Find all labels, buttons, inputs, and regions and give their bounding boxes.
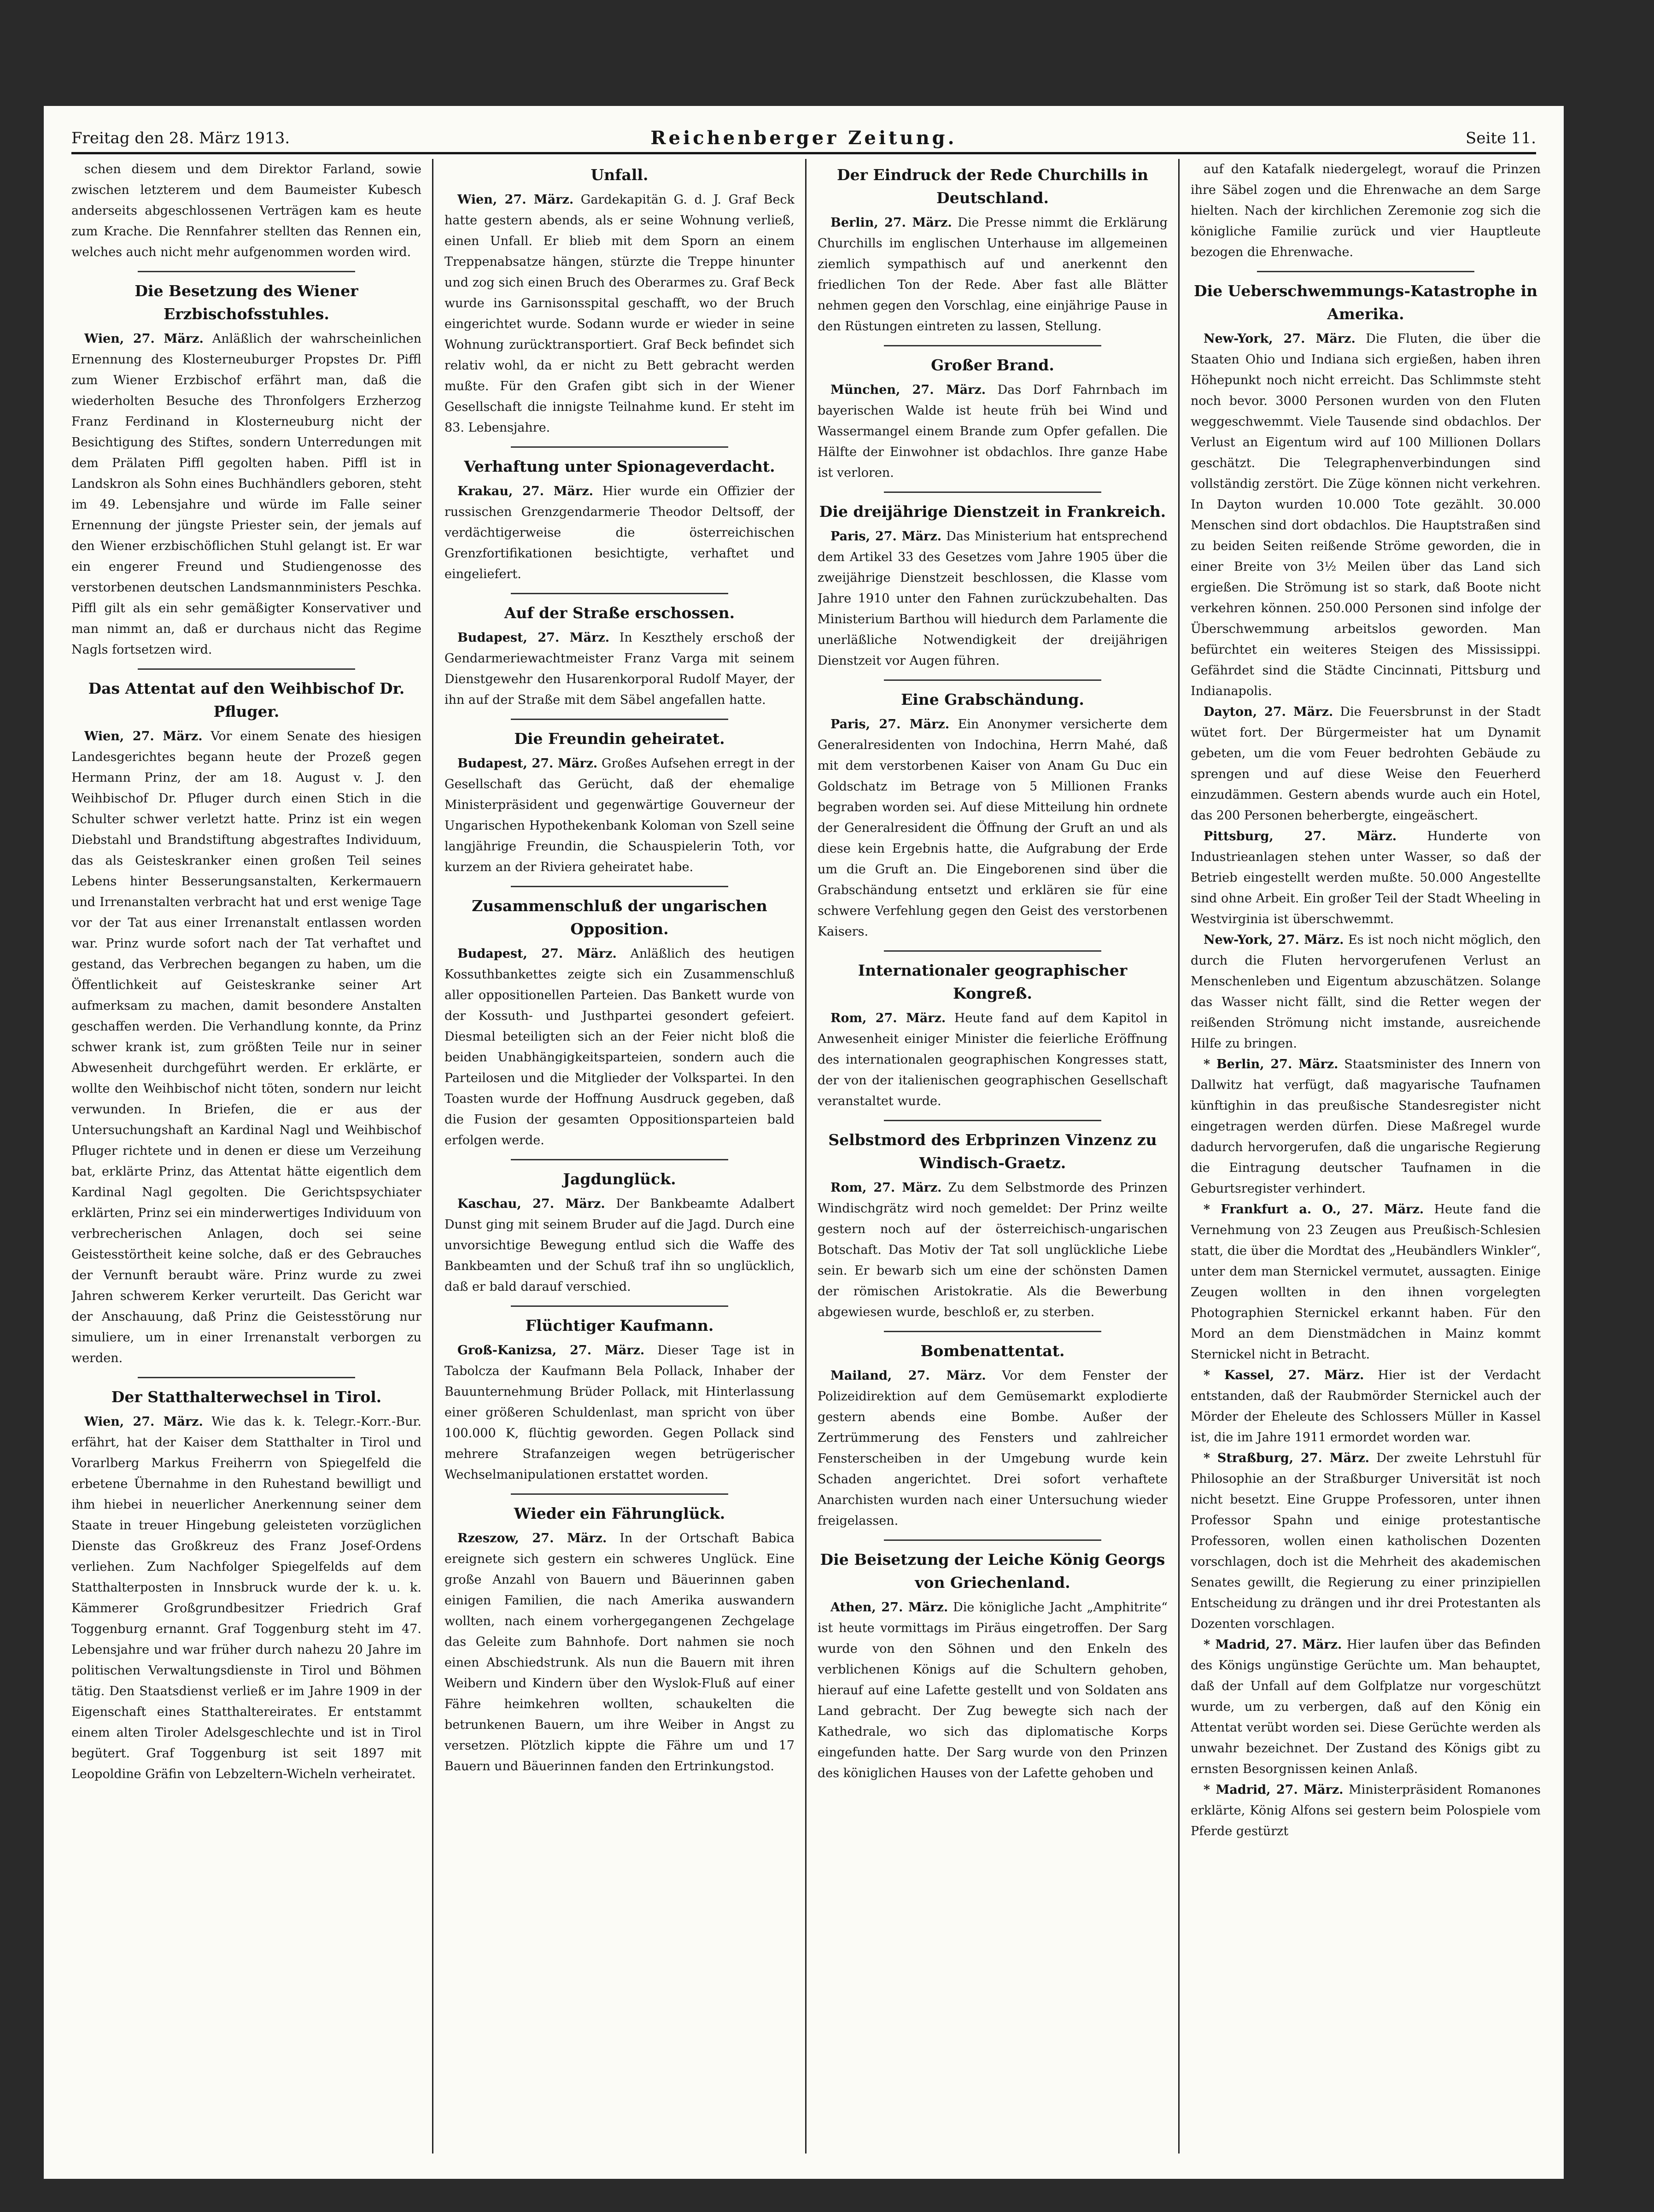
dateline: Rom, 27. März. [830,1011,946,1025]
masthead: Reichenberger Zeitung. [650,127,957,149]
dateline: Dayton, 27. März. [1204,705,1333,719]
article-title: Verhaftung unter Spionageverdacht. [464,457,775,475]
article-text: Hunderte von Industrieanlagen stehen unter Wasser, so daß der Betrieb eingestellt werden mußte. 50.000 Angestellte sind ohne Arbeit. Ein großer Teil der Stadt Wheeling in Westvirginia ist überschwemmt. [1191,829,1541,926]
article-text: Hier ist der Verdacht entstanden, daß der Raubmörder Sternickel auch der Mörder der Eheleute des Schlossers Müller in Kassel ist, die im Jahre 1911 ermordet worden war. [1191,1368,1541,1445]
article [444,593,795,710]
article-separator [138,1377,355,1378]
dateline: Berlin, 27. März. [830,216,952,230]
article-title: Flüchtiger Kaufmann. [525,1317,714,1334]
article-title: Der Eindruck der Rede Churchills in Deutschland. [837,166,1148,207]
article-text: Ein Anonymer versicherte dem Generalresidenten von Indochina, Herrn Mahé, daß mit dem verstorbenen Kaiser von Anam Gu Duc ein Goldschatz im Betrage von 5 Millionen Franks begraben worden sei. Auf diese Mitteilung hin ordnete der Generalresident die Öffnung der Gruft an und als diese kein Ergebnis hatte, die Aufgrabung der Erde um die Gruft an. Die Eingeborenen sind über die Grabschändung entsetzt und erklären sie für eine schwere Verfehlung gegen den Geist des verstorbenen Kaisers. [818,717,1168,939]
dateline: Budapest, 27. März. [457,947,617,961]
article-separator [138,668,355,670]
article-text: Heute fand auf dem Kapitol in Anwesenheit einiger Minister die feierliche Eröffnung des internationalen geographischen Kongresses statt, der von der italienischen geographischen Gesellschaft veranstaltet wurde. [818,1011,1168,1108]
article-text: Es ist noch nicht möglich, den durch die Fluten hervorgerufenen Verlust an Menschenleben und Eigentum abzuschätzen. Solange das Wasser nicht fällt, sind die Retter wegen der reißenden Strömung nicht imstande, ausreichende Hilfe zu bringen. [1191,933,1541,1051]
article-text: Das Ministerium hat entsprechend dem Artikel 33 des Gesetzes vom Jahre 1905 über die zweijährige Dienstzeit beschlossen, die Klasse vom Jahre 1910 unter den Fahnen zurückzubehalten. Das Ministerium Barthou will hiedurch dem Parlamente die unerläßliche Notwendigkeit der dreijährigen Dienstzeit vor Augen führen. [818,529,1168,668]
article-text: Dieser Tage ist in Tabolcza der Kaufmann Bela Pollack, Inhaber der Bauunternehmung Brüder Pollack, mit Hinterlassung einer größeren Schuldenlast, man spricht von über 100.000 K, flüchtig geworden. Gegen Pollack sind mehrere Strafanzeigen wegen betrügerischer Wechselmanipulationen erstattet worden. [444,1343,795,1482]
article-separator [511,1493,728,1495]
article-body [1191,159,1541,263]
column-rule [432,159,433,2153]
article-body [818,1365,1168,1531]
article [1191,826,1541,930]
dateline: * Straßburg, 27. März. [1204,1451,1370,1465]
article-text: In der Ortschaft Babica ereignete sich gestern ein schweres Unglück. Eine große Anzahl von Bauern und Bäuerinnen gaben einigen Familien, die nach Amerika auswandern wollten, nach einem vorhergegangenen Zechgelage das Geleite zum Bahnhofe. Dort nahmen sie noch einen Abschiedstrunk. Als nun die Bauern mit ihren Weibern und Kindern über den Wyslok-Fluß auf einer Fähre heimkehren wollten, schaukelten die betrunkenen Bauern, um ihre Weiber in Angst zu versetzen. Plötzlich kippte die Fähre um und 17 Bauern und Bäuerinnen fanden den Ertrinkungstod. [444,1531,795,1773]
article-text: Die königliche Jacht „Amphitrite“ ist heute vormittags im Piräus eingetroffen. Der Sarg wurde von den Söhnen und den Enkeln des verblichenen Königs auf die Schultern gehoben, hierauf auf eine Lafette gestellt und von Soldaten ans Land gebracht. Der Zug bewegte sich nach der Kathedrale, wo sich das diplomatische Korps eingefunden hatte. Der Sarg wurde von den Prinzen des königlichen Hauses von der Lafette gehoben und [818,1600,1168,1780]
article-text: Heute fand die Vernehmung von 23 Zeugen aus Preußisch-Schlesien statt, die über die Mordtat des „Heubändlers Winkler“, unter dem man Sternickel vermutet, aussagten. Einige Zeugen wollten in den ihnen vorgelegten Photographien Sternickel erkannt haben. Für den Mord an dem Dienstmädchen in Mainz kommt Sternickel nicht in Betracht. [1191,1202,1541,1362]
article-title: Auf der Straße erschossen. [504,604,735,622]
article-title: Die Ueberschwemmungs-Katastrophe in Amerika. [1193,282,1538,323]
article-separator [884,1331,1101,1332]
article-separator [511,1159,728,1160]
article [444,886,795,1151]
article-text: Die Presse nimmt die Erklärung Churchills im englischen Unterhause im allgemeinen ziemlich sympathisch auf und anerkennt den friedlichen Ton der Rede. Aber fast alle Blätter nehmen gegen den Vorschlag, eine einjährige Pause in den Rüstungen eintreten zu lassen, Stellung. [818,216,1168,334]
column-rule [805,159,807,2153]
dateline: Wien, 27. März. [84,332,204,346]
article-text: Anläßlich des heutigen Kossuthbankettes zeigte sich ein Zusammenschluß aller oppositionellen Parteien. Das Bankett wurde von der Kossuth- und Justhpartei gesondert gefeiert. Diesmal beteiligten sich an der Feier nicht bloß die beiden Unabhängigkeitsparteien, sondern auch die Parteilosen und die Mitglieder der Volkspartei. In den Toasten wurde der Hoffnung Ausdruck gegeben, daß die Fusion der gesamten Oppositionsparteien bald erfolgen werde. [444,947,795,1147]
article-separator [511,446,728,448]
article-body [444,1528,795,1777]
article-text: Staatsminister des Innern von Dallwitz hat verfügt, daß magyarische Taufnamen künftighin in das preußische Standesregister nicht eingetragen werden dürfen. Diese Maßregel wurde dadurch hervorgerufen, daß die ungarische Regierung die Eintragung deutscher Taufnamen in die Geburtsregister verhindert. [1191,1057,1541,1196]
article-title: Großer Brand. [931,356,1054,374]
article-body [1191,826,1541,930]
article-title: Wieder ein Fährunglück. [514,1504,725,1522]
article-body [1191,1054,1541,1199]
dateline: Wien, 27. März. [84,729,203,743]
article-text: auf den Katafalk niedergelegt, worauf die Prinzen ihre Säbel zogen und die Ehrenwache an dem Sarge hielten. Nach der kirchlichen Zeremonie zog sich die königliche Familie zurück und vier Hauptleute bezogen die Ehrenwache. [1191,162,1541,259]
article-separator [511,886,728,887]
article-separator [511,593,728,594]
article [444,719,795,878]
article-body [71,1411,421,1785]
article-text: Anläßlich der wahrscheinlichen Ernennung des Klosterneuburger Propstes Dr. Piffl zum Wiener Erzbischof erfährt man, daß die wiederholten Besuche des Thronfolgers Erzherzog Franz Ferdinand in Klosterneuburg nicht der Besichtigung des Stiftes, sondern Unterredungen mit dem Prälaten Piffl gegolten haben. Piffl ist in Landskron als Sohn eines Buchhändlers geboren, steht im 49. Lebensjahre und würde im Falle seiner Ernennung der jüngste Priester sein, der jemals auf den Wiener erzbischöflichen Stuhl gelangt ist. Er war ein engerer Freund und Studiengenosse des verstorbenen deutschen Landsmannministers Peschka. Piffl gilt als ein sehr gemäßigter Konservativer und man nimmt an, daß er durchaus nicht das Regime Nagls fortsetzen wird. [71,332,421,657]
article-body [1191,328,1541,702]
dateline: Kaschau, 27. März. [457,1197,605,1211]
article [71,159,421,263]
article-text: Hier wurde ein Offizier der russischen Grenzgendarmerie Theodor Deltsoff, der verdächtigerweise die österreichischen Grenzfortifikationen besichtigte, verhaftet und eingeliefert. [444,484,795,581]
article-title: Die dreijährige Dienstzeit in Frankreich. [819,503,1166,521]
article-separator [884,1539,1101,1541]
article-body [818,714,1168,942]
article-separator [884,492,1101,493]
article [1191,1054,1541,1199]
article-text: Vor einem Senate des hiesigen Landesgerichtes begann heute der Prozeß gegen Hermann Prinz, der am 18. August v. J. den Weihbischof Dr. Pfluger durch einen Stich in die Schulter schwer verletzt hatte. Prinz ist ein wegen Diebstahl und Brandstiftung abgestraftes Individuum, das als Geisteskranker einen großen Teil seines Lebens hinter Besserungsanstalten, Kerkermauern und Irrenanstalten verbracht hat und erst wenige Tage vor der Tat aus einer Irrenanstalt entlassen worden war. Prinz wurde sofort nach der Tat verhaftet und gestand, das Verbrechen begangen zu haben, um die Öffentlichkeit auf Geisteskranke seiner Art aufmerksam zu machen, damit besondere Anstalten geschaffen werden. Die Verhandlung konnte, da Prinz schwer krank ist, zum größten Teile nur in seiner Abwesenheit durchgeführt werden. Er erklärte, er wollte den Weihbischof nicht töten, sondern nur leicht verwunden. In Briefen, die er aus der Untersuchungshaft an Kardinal Nagl und Weihbischof Pfluger richtete und in denen er diese um Verzeihung bat, erklärte Prinz, das Attentat hätte eigentlich dem Kardinal Nagl gegolten. Die Gerichtspsychiater erklärten, Prinz sei ein minderwertiges Individuum von verbrecherischen Anlagen, doch sei seine Geistesstörtheit keine solche, daß er des Gebrauches der Vernunft beraubt wäre. Prinz wurde zu zwei Jahren schwerem Kerker verurteilt. Das Gericht war der Anschauung, daß Prinz die Geistesstörung nur simuliere, um in einer Irrenanstalt verborgen zu werden. [71,729,421,1365]
article-body [71,726,421,1369]
article-body [1191,1448,1541,1634]
article [1191,1779,1541,1842]
article [71,271,421,660]
article-body [444,753,795,878]
article-body [818,1008,1168,1112]
dateline: New-York, 27. März. [1204,332,1356,346]
article [1191,1199,1541,1365]
article-title: Eine Grabschändung. [901,691,1084,708]
article-separator [884,1120,1101,1121]
article-text: Der zweite Lehrstuhl für Philosophie an der Straßburger Universität ist noch nicht besetzt. Eine Gruppe Professoren, unter ihnen Professor Spahn und einige protestantische Professoren, wollen einen katholischen Dozenten vorschlagen, doch ist die Mehrheit des akademischen Senates gewillt, die Regierung zu einer prinzipiellen Entscheidung zu drängen und ihr drei Protestanten als Dozenten vorschlagen. [1191,1451,1541,1631]
article-body [444,189,795,438]
article-separator [1257,271,1474,272]
article-separator [138,271,355,272]
newspaper-page [44,106,1564,2179]
dateline: Wien, 27. März. [457,193,574,207]
article [818,1120,1168,1323]
article-title: Unfall. [590,166,649,184]
article-text: Vor dem Fenster der Polizeidirektion auf dem Gemüsemarkt explodierte gestern abends eine Bombe. Außer der Zertrümmerung des Fensters und zahlreicher Fensterscheiben in der Umgebung wurde kein Schaden angerichtet. Drei sofort verhaftete Anarchisten wurden nach einer Untersuchung wieder freigelassen. [818,1369,1168,1528]
article-body [1191,1365,1541,1448]
issue-date: Freitag den 28. März 1913. [71,129,290,147]
article-text: Ministerpräsident Romanones erklärte, König Alfons sei gestern beim Polospiele vom Pferde gestürzt [1191,1783,1541,1838]
article-text: Das Dorf Fahrnbach im bayerischen Walde ist heute früh bei Wind und Wassermangel einem Brande zum Opfer gefallen. Die Hälfte der Einwohner ist obdachlos. Ihre ganze Habe ist verloren. [818,383,1168,480]
article-title: Das Attentat auf den Weihbischof Dr. Pfluger. [88,679,405,720]
article [444,164,795,438]
column-1 [71,159,421,2153]
dateline: Groß-Kanizsa, 27. März. [457,1343,645,1358]
article-separator [884,950,1101,952]
dateline: New-York, 27. März. [1204,933,1344,947]
article-body [1191,702,1541,826]
article-text: Großes Aufsehen erregt in der Gesellschaft das Gerücht, daß der ehemalige Ministerpräsident und gegenwärtige Gouverneur der Ungarischen Hypothekenbank Koloman von Szell seine langjährige Freundin, die Schauspielerin Toth, vor kurzem an der Riviera geheiratet habe. [444,756,795,874]
article-body [818,1177,1168,1323]
article-body [818,526,1168,671]
article-text: Die Feuersbrunst in der Stadt wütet fort. Der Bürgermeister hat um Dynamit gebeten, um die vom Feuer bedrohten Gebäude zu sprengen und auf diese Weise den Feuerherd einzudämmen. Gestern abends wurde auch ein Hotel, das 200 Personen beherbergte, eingeäschert. [1191,705,1541,823]
article-body [818,212,1168,337]
article-body [444,943,795,1151]
article-body [444,481,795,585]
article [444,1305,795,1485]
article-text: In Keszthely erschoß der Gendarmeriewachtmeister Franz Varga mit seinem Dienstgewehr den Husarenkorporal Rudolf Mayer, der ihn auf der Straße mit dem Säbel angefallen hatte. [444,631,795,707]
page-number: Seite 11. [1466,129,1536,147]
article [818,1331,1168,1531]
article-text: Gardekapitän G. d. J. Graf Beck hatte gestern abends, als er seine Wohnung verließ, einen Unfall. Er blieb mit dem Sporn an einem Treppenabsatze hängen, stürzte die Treppe hinunter und zog sich einen Bruch des Oberarmes zu. Graf Beck wurde ins Garnisonsspital geschafft, wo der Bruch eingerichtet wurde. Sodann wurde er wieder in seine Wohnung zurücktransportiert. Graf Beck befindet sich relativ wohl, da er nicht zu Bett gebracht werden mußte. Für den Grafen gibt sich in der Wiener Gesellschaft die innigste Teilnahme kund. Er steht im 83. Lebensjahre. [444,193,795,435]
dateline: * Berlin, 27. März. [1204,1057,1338,1071]
article-text: Der Bankbeamte Adalbert Dunst ging mit seinem Bruder auf die Jagd. Durch eine unvorsichtige Bewegung entlud sich die Waffe des Bankbeamten und der Schuß traf ihn so unglücklich, daß er bald darauf verschied. [444,1197,795,1294]
dateline: München, 27. März. [830,383,986,397]
article-body [444,627,795,710]
article [444,446,795,585]
article-text: Zu dem Selbstmorde des Prinzen Windischgrätz wird noch gemeldet: Der Prinz weilte gestern noch auf der österreichisch-ungarischen Botschaft. Das Motiv der Tat soll unglückliche Liebe sein. Er bewarb sich um eine der schönsten Damen der römischen Aristokratie. Als die Bewerbung abgewiesen wurde, beschloß er, zu sterben. [818,1181,1168,1319]
dateline: * Madrid, 27. März. [1204,1783,1344,1797]
article [818,1539,1168,1784]
article [818,492,1168,671]
article-text: Wie das k. k. Telegr.-Korr.-Bur. erfährt, hat der Kaiser dem Statthalter in Tirol und Vorarlberg Markus Freiherrn von Spiegelfeld die erbetene Übernahme in den Ruhestand bewilligt und ihm hiebei in neuerlicher Anerkennung seiner dem Staate in treuer Hingebung geleisteten vorzüglichen Dienste das Großkreuz des Franz Josef-Ordens verliehen. Zum Nachfolger Spiegelfelds auf dem Statthalterposten in Innsbruck wurde der k. u. k. Kämmerer Großgrundbesitzer Friedrich Graf Toggenburg ernannt. Graf Toggenburg steht im 47. Lebensjahre und war früher durch nahezu 20 Jahre im politischen Verwaltungsdienste in Tirol und Böhmen tätig. Den Staatsdienst verließ er im Jahre 1909 in der Eigenschaft eines Statthaltereirates. Er entstammt einem alten Tiroler Adelsgeschlechte und ist in Tirol begütert. Graf Toggenburg ist seit 1897 mit Leopoldine Gräfin von Lebzeltern-Wicheln verheiratet. [71,1415,421,1781]
article [1191,930,1541,1054]
article-body [71,159,421,263]
article [1191,159,1541,263]
article [1191,271,1541,702]
article [818,950,1168,1112]
column-rule [1178,159,1180,2153]
column-3 [818,159,1168,2153]
article [1191,1634,1541,1779]
article-title: Internationaler geographischer Kongreß. [858,961,1128,1002]
article-body [1191,1634,1541,1779]
article [1191,702,1541,826]
article-title: Die Beisetzung der Leiche König Georgs von Griechenland. [820,1551,1165,1592]
article [818,679,1168,942]
article [818,345,1168,483]
article [71,1377,421,1785]
dateline: Paris, 27. März. [830,529,942,544]
article [1191,1448,1541,1634]
article-title: Jagdunglück. [563,1170,676,1188]
dateline: Pittsburg, 27. März. [1204,829,1397,843]
column-2 [444,159,795,2153]
dateline: Rzeszow, 27. März. [457,1531,607,1545]
page-header [71,124,1536,154]
dateline: Krakau, 27. März. [457,484,594,498]
article-body [71,328,421,660]
article-title: Bombenattentat. [920,1342,1065,1360]
article-title: Selbstmord des Erbprinzen Vinzenz zu Windisch-Graetz. [828,1131,1157,1172]
column-4 [1191,159,1541,2153]
dateline: Mailand, 27. März. [830,1369,986,1383]
article [71,668,421,1369]
article-separator [511,1305,728,1307]
dateline: Paris, 27. März. [830,717,950,731]
article-body [1191,930,1541,1054]
article [444,1493,795,1777]
article-body [1191,1199,1541,1365]
article-text: Die Fluten, die über die Staaten Ohio und Indiana sich ergießen, haben ihren Höhepunkt noch nicht erreicht. Das Schlimmste steht noch bevor. 3000 Personen wurden von den Fluten weggeschwemmt. Viele Tausende sind obdachlos. Der Verlust an Eigentum wird auf 100 Millionen Dollars geschätzt. Die Telegraphenverbindungen sind vollständig zerstört. Die Züge können nicht verkehren. In Dayton wurden 10.000 Tote gezählt. 30.000 Menschen sind dort obdachlos. Die Hauptstraßen sind zu beiden Seiten reißende Ströme geworden, die in einer Breite von 3½ Meilen über das Land sich ergießen. Die Strömung ist so stark, daß Boote nicht verkehren können. 250.000 Personen sind infolge der Überschwemmung arbeitslos geworden. Man befürchtet ein weiteres Steigen des Mississippi. Gefährdet sind die Städte Cincinnati, Pittsburg und Indianapolis. [1191,332,1541,698]
article-body [1191,1779,1541,1842]
article-body [444,1194,795,1297]
article-text: Hier laufen über das Befinden des Königs ungünstige Gerüchte um. Man behauptet, daß der Unfall auf dem Golfplatze nur vorgeschützt wurde, um zu verbergen, daß auf den König ein Attentat verübt worden sei. Diese Gerüchte werden als unwahr bezeichnet. Der Zustand des Königs gibt zu ernsten Besorgnissen keinen Anlaß. [1191,1638,1541,1776]
article-separator [511,719,728,720]
dateline: Athen, 27. März. [830,1600,948,1615]
article-title: Die Freundin geheiratet. [514,730,725,748]
article-title: Die Besetzung des Wiener Erzbischofsstuhles. [134,282,358,323]
dateline: * Kassel, 27. März. [1204,1368,1364,1382]
article-text: schen diesem und dem Direktor Farland, sowie zwischen letzterem und dem Baumeister Kubesch anderseits abgeschlossenen Verträgen kam es heute zum Krache. Die Rennfahrer stellten das Rennen ein, welches auch nicht mehr aufgenommen worden wird. [71,162,421,259]
article-title: Zusammenschluß der ungarischen Opposition. [472,897,767,938]
article-body [818,380,1168,483]
article [444,1159,795,1297]
article-body [818,1597,1168,1784]
article-separator [884,679,1101,681]
dateline: Budapest, 27. März. [457,631,610,645]
dateline: * Madrid, 27. März. [1204,1638,1342,1652]
dateline: * Frankfurt a. O., 27. März. [1204,1202,1424,1217]
article-title: Der Statthalterwechsel in Tirol. [111,1388,382,1406]
article [818,164,1168,337]
article [1191,1365,1541,1448]
article-separator [884,345,1101,346]
dateline: Rom, 27. März. [830,1181,942,1195]
dateline: Budapest, 27. März. [457,756,598,771]
article-body [444,1340,795,1485]
dateline: Wien, 27. März. [84,1415,203,1429]
